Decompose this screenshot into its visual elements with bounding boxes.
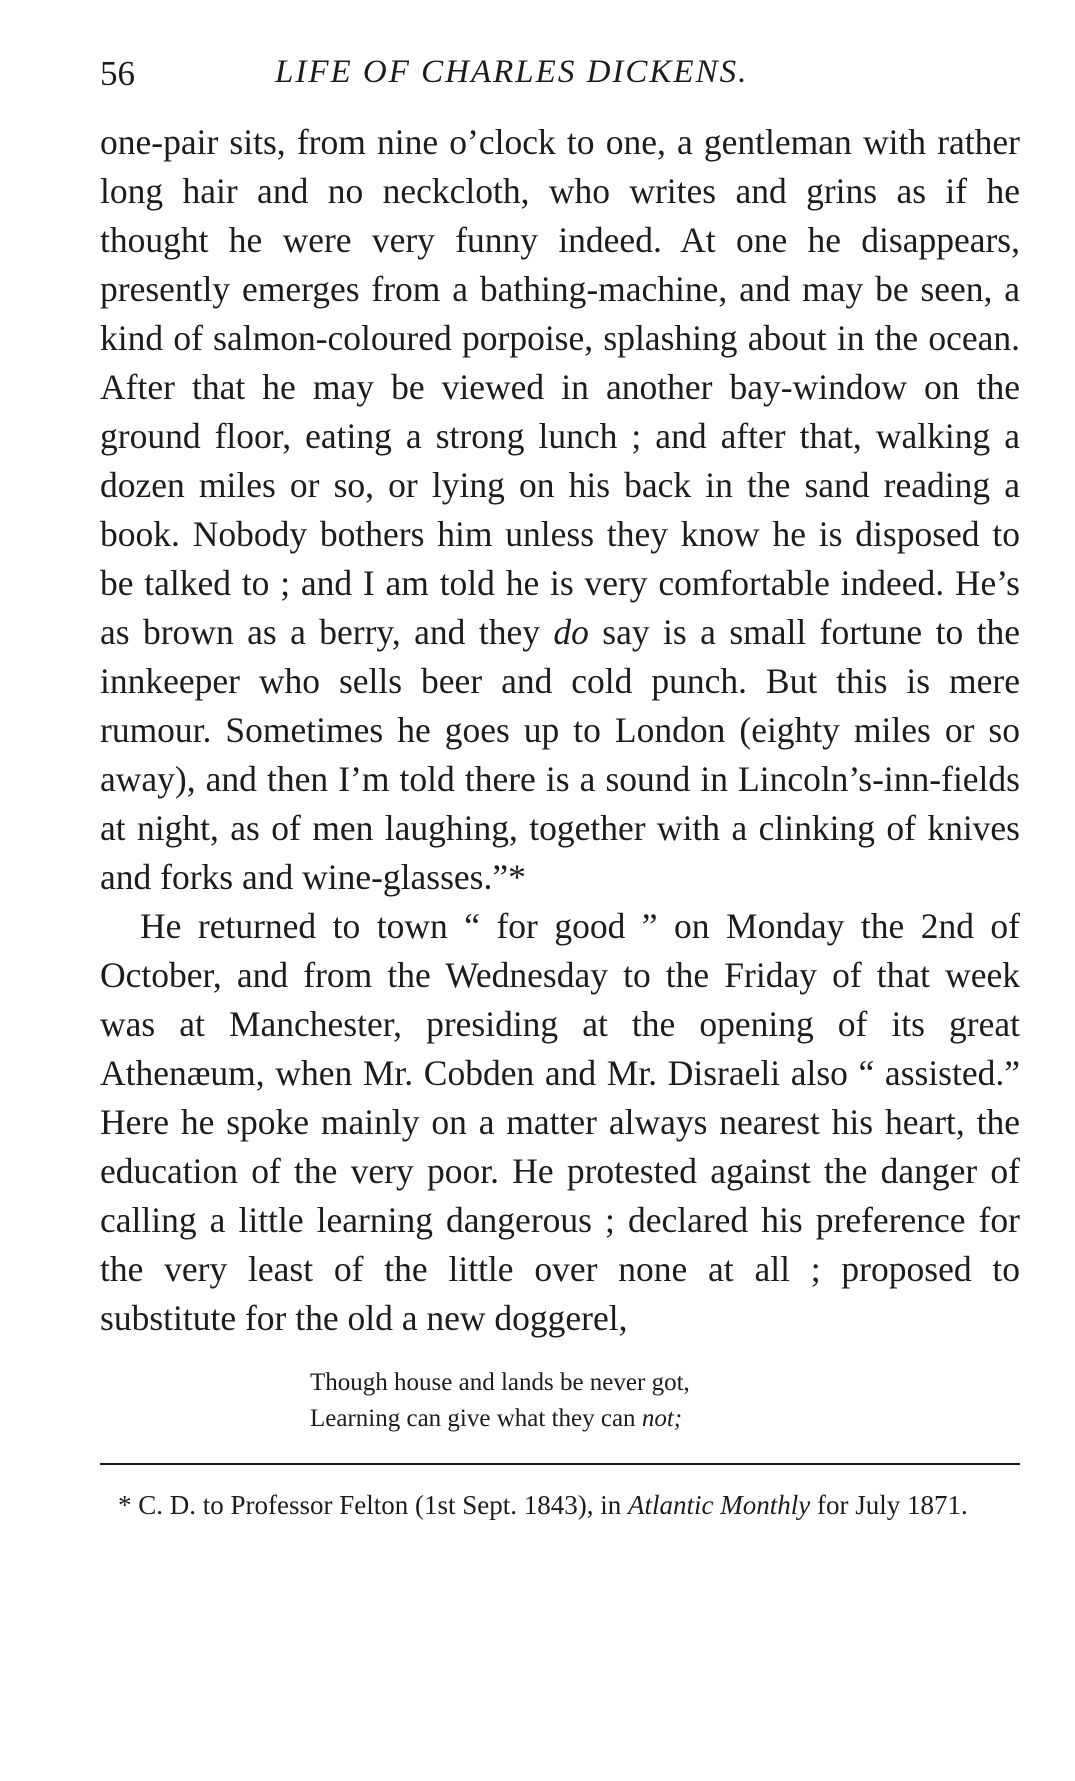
verse-line-2-text: Learning can give what they can [310, 1405, 642, 1432]
page-number: 56 [100, 54, 135, 93]
verse-line-1: Though house and lands be never got, [310, 1369, 690, 1396]
running-title: LIFE OF CHARLES DICKENS. [275, 54, 749, 90]
footnote-text-a: * C. D. to Professor Felton (1st Sept. 1843), in [118, 1490, 628, 1520]
footnote-text-b: for July 1871. [810, 1490, 968, 1520]
paragraph-1-part-b: say is a small fortune to the innkeeper who sells beer and cold punch. But this is mere rumour. Sometimes he goes up to London (eighty miles or so away), and then I’m told there is a sound in Lincoln’s-inn-fields at night, as of men laughing, together with a clinking of knives and forks and wine-glasses.”* [100, 612, 1020, 897]
body-text [100, 118, 1020, 1343]
paragraph-1-emphasis: do [553, 612, 589, 652]
footnote [100, 1485, 1020, 1525]
footnote-divider [100, 1463, 1020, 1465]
verse-quote [310, 1365, 1020, 1437]
book-page [100, 50, 1020, 1525]
paragraph-2: He returned to town “ for good ” on Monday the 2nd of October, and from the Wednesday to the Friday of that week was at Manchester, presiding at the opening of its great Athenæum, when Mr. Cobden and Mr. Disraeli also “ assisted.” Here he spoke mainly on a matter always nearest his heart, the education of the very poor. He protested against the danger of calling a little learning dangerous ; declared his preference for the very least of the little over none at all ; proposed to substitute for the old a new doggerel, [100, 906, 1020, 1338]
verse-line-2-emphasis: not; [641, 1405, 683, 1432]
paragraph-1 [100, 118, 1020, 902]
verse-line-2 [310, 1401, 1020, 1437]
page-header [100, 50, 1020, 100]
paragraph-1-part-a: one-pair sits, from nine o’clock to one, a gentleman with rather long hair and no neckcloth, who writes and grins as if he thought he were very funny indeed. At one he disappears, presently emerges from a bathing-machine, and may be seen, a kind of salmon-coloured porpoise, splashing about in the ocean. After that he may be viewed in another bay-window on the ground floor, eating a strong lunch ; and after that, walking a dozen miles or so, or lying on his back in the sand reading a book. Nobody bothers him unless they know he is disposed to be talked to ; and I am told he is very comfortable indeed. He’s as brown as a berry, and they [100, 122, 1020, 652]
footnote-publication: Atlantic Monthly [628, 1490, 811, 1520]
